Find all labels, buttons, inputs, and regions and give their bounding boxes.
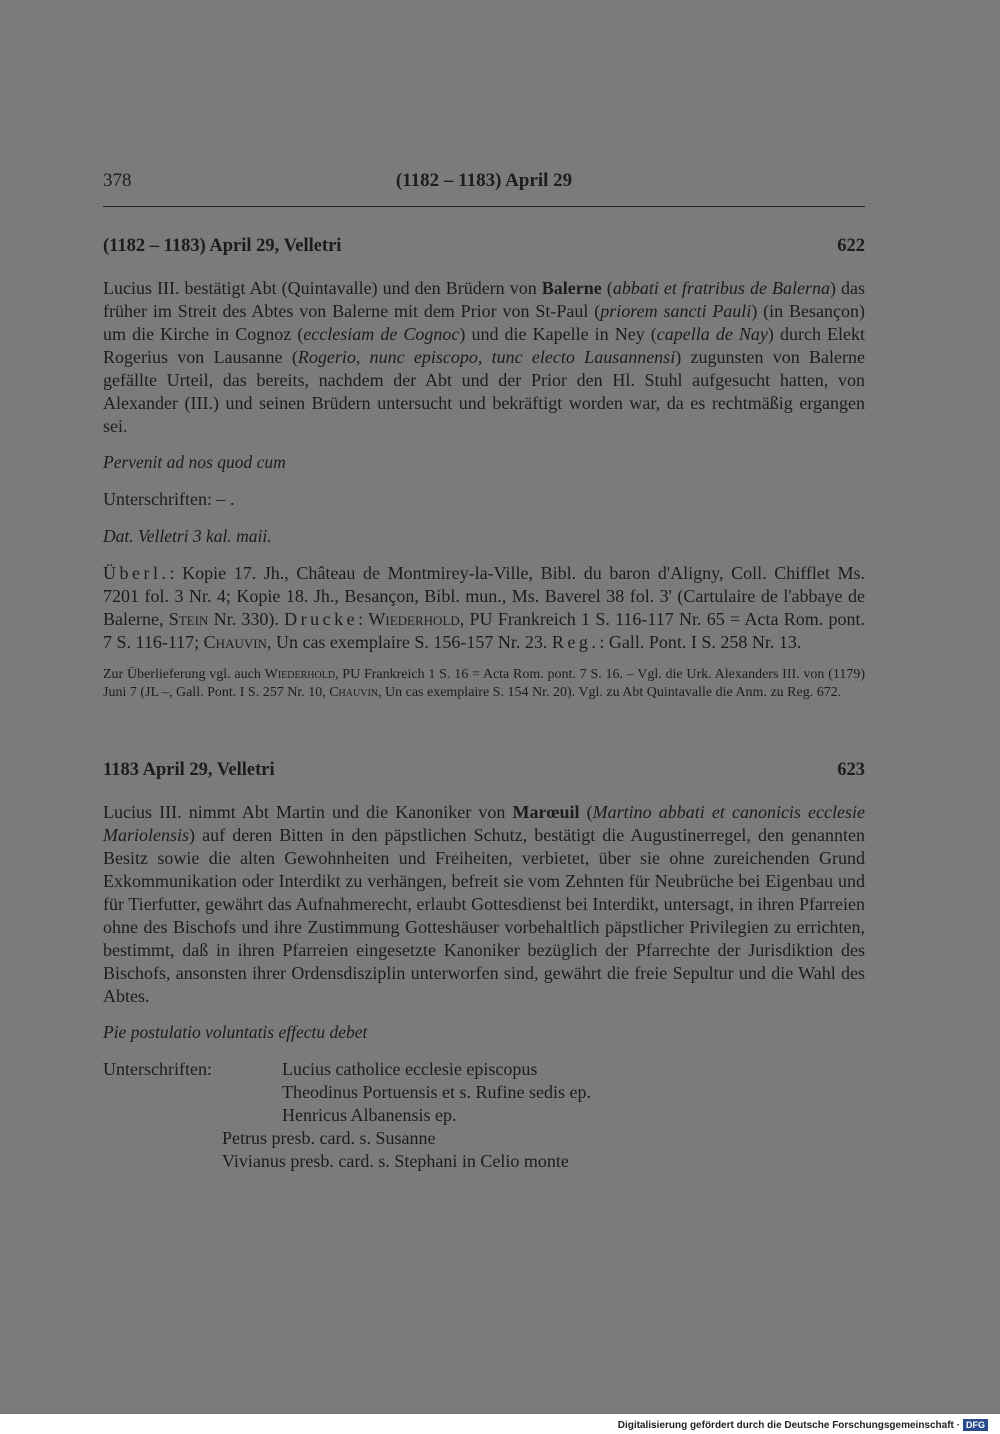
regest-text: ) auf deren Bitten in den päpstlichen Schutz, bestätigt die Augustinerregel, den genannten Besitz sowie die alten Gewohnheiten und Freiheiten, verbietet, über sie ohne zureichenden Grund Exkommunikation oder Interdikt zu verhängen, befreit sie vom Zehnten für Neubrüche bei Eigenbau und für Tierfutter, gewährt das Aufnahmerecht, erlaubt Gottesdienst bei Interdikt, untersagt, in ihren Pfarreien ohne des Bischofs und ihre Zustimmung Gotteshäuser vorbehaltlich päpstlicher Privilegien zu errichten, bestimmt, daß in ihren Pfarreien eingesetzte Kanoniker bezüglich der Pfarrechte der Jurisdiktion des Bischofs, ansonsten ihrer Ordensdisziplin unterworfen sind, gewährt die freie Sepultur und die Wahl des Abtes. <box>103 825 865 1006</box>
regest-text: ) das früher im Streit des Abtes von Balerne mit dem Prior von St-Paul ( <box>103 278 865 321</box>
tradition-author: Chauvin <box>203 632 267 652</box>
entry-622-subscriptions: Unterschriften: – . <box>103 489 235 509</box>
entry-622-tradition <box>103 562 865 654</box>
regest-text: ) durch Elekt Rogerius von Lausanne ( <box>103 324 865 367</box>
page-body <box>103 236 865 1178</box>
tradition-text: : <box>358 609 369 629</box>
regest-quote: priorem sancti Pauli <box>600 301 752 321</box>
footer-credit <box>618 1419 988 1431</box>
regest-text: ( <box>579 802 593 822</box>
regest-text: ) zugunsten von Balerne gefällte Urteil, das bereits, nachdem der Abt und der Prior den Hl. Stuhl aufgesucht hatten, von Alexander (III.) und seinen Brüdern untersucht und bekräftigt worden war, da es rechtmäßig ergangen sei. <box>103 347 866 436</box>
entry-622-regest <box>103 277 865 438</box>
entry-623-date-place: 1183 April 29, Velletri <box>103 760 275 780</box>
regest-place-bold: Marœuil <box>512 802 580 822</box>
running-head <box>103 170 865 198</box>
regest-quote: capella de Nay <box>656 324 768 344</box>
note-author: Chauvin <box>329 685 378 700</box>
tradition-label: Reg. <box>551 632 600 652</box>
regest-quote: abbati et fratribus de Balerna <box>612 278 830 298</box>
regest-quote: ecclesiam de Cognoc <box>303 324 460 344</box>
tradition-text: : Gall. Pont. I S. 258 Nr. 13. <box>599 632 802 652</box>
running-title: (1182 – 1183) April 29 <box>395 170 573 191</box>
entry-623-signatures <box>103 1058 865 1178</box>
regest-text: ( <box>601 278 613 298</box>
subscriptions-label: Unterschriften: <box>103 1059 212 1079</box>
signatory-line: Henricus Albanensis ep. <box>282 1105 457 1125</box>
tradition-label: Überl. <box>103 563 170 583</box>
tradition-text: : Kopie 17. Jh., Château de Montmirey-la-Ville, Bibl. du baron d'Aligny, Coll. Chifflet Ms. 7201 fol. 3 Nr. 4; Kopie 18. Jh., Besançon, Bibl. mun., Ms. Baverel 38 fol. 3' (Cartulaire de l'abbaye de Balerne, <box>103 563 865 629</box>
signatory-line: Lucius catholice ecclesie episcopus <box>282 1059 538 1079</box>
regest-quote: Rogerio, nunc episcopo, tunc electo Lausannensi <box>297 347 676 367</box>
regest-text: Lucius III. bestätigt Abt (Quintavalle) und den Brüdern von <box>103 278 542 298</box>
tradition-author: Wiederhold <box>368 609 460 629</box>
entry-622-note <box>103 666 865 702</box>
dfg-logo-icon: DFG <box>963 1419 988 1431</box>
regest-text: Lucius III. nimmt Abt Martin und die Kanoniker von <box>103 802 513 822</box>
tradition-author: Stein <box>168 609 209 629</box>
regest-place-bold: Balerne <box>541 278 602 298</box>
tradition-label: Drucke <box>284 609 359 629</box>
signatory-line: Vivianus presb. card. s. Stephani in Celio monte <box>222 1151 569 1171</box>
signatory-line: Petrus presb. card. s. Susanne <box>222 1128 436 1148</box>
entry-622-datum: Dat. Velletri 3 kal. maii. <box>103 526 272 546</box>
page-number: 378 <box>103 170 132 191</box>
entry-623-number: 623 <box>837 760 865 780</box>
note-text: , Un cas exemplaire S. 154 Nr. 20). Vgl. zu Abt Quintavalle die Anm. zu Reg. 672. <box>378 685 842 700</box>
entry-622-heading <box>103 236 865 257</box>
note-text: Zur Überlieferung vgl. auch <box>103 667 265 682</box>
tradition-text: , PU Frankreich 1 S. 116-117 Nr. 65 = Acta Rom. pont. 7 S. 116-117; <box>103 609 865 652</box>
entry-623-incipit: Pie postulatio voluntatis effectu debet <box>103 1022 368 1042</box>
entry-623-heading <box>103 760 865 781</box>
entry-623-regest <box>103 801 865 1008</box>
regest-quote: Martino abbati et canonicis ecclesie Mariolensis <box>103 802 866 845</box>
entry-622-number: 622 <box>837 236 865 256</box>
tradition-text: Nr. 330). <box>208 609 285 629</box>
entry-622-incipit: Pervenit ad nos quod cum <box>103 452 286 472</box>
header-rule <box>103 206 865 207</box>
footer-text: Digitalisierung gefördert durch die Deutsche Forschungsgemeinschaft · <box>617 1419 960 1431</box>
note-text: , PU Frankreich 1 S. 16 = Acta Rom. pont. 7 S. 16. – Vgl. die Urk. Alexanders III. von (1179) Juni 7 (JL –, Gall. Pont. I S. 257 Nr. 10, <box>103 667 865 700</box>
regest-text: ) und die Kapelle in Ney ( <box>459 324 657 344</box>
note-author: Wiederhold <box>264 667 336 682</box>
signatory-line: Theodinus Portuensis et s. Rufine sedis ep. <box>282 1082 591 1102</box>
tradition-text: , Un cas exemplaire S. 156-157 Nr. 23. <box>266 632 552 652</box>
entry-622-date-place: (1182 – 1183) April 29, Velletri <box>103 236 342 256</box>
regest-text: ) (in Besançon) um die Kirche in Cognoz ( <box>103 301 865 344</box>
